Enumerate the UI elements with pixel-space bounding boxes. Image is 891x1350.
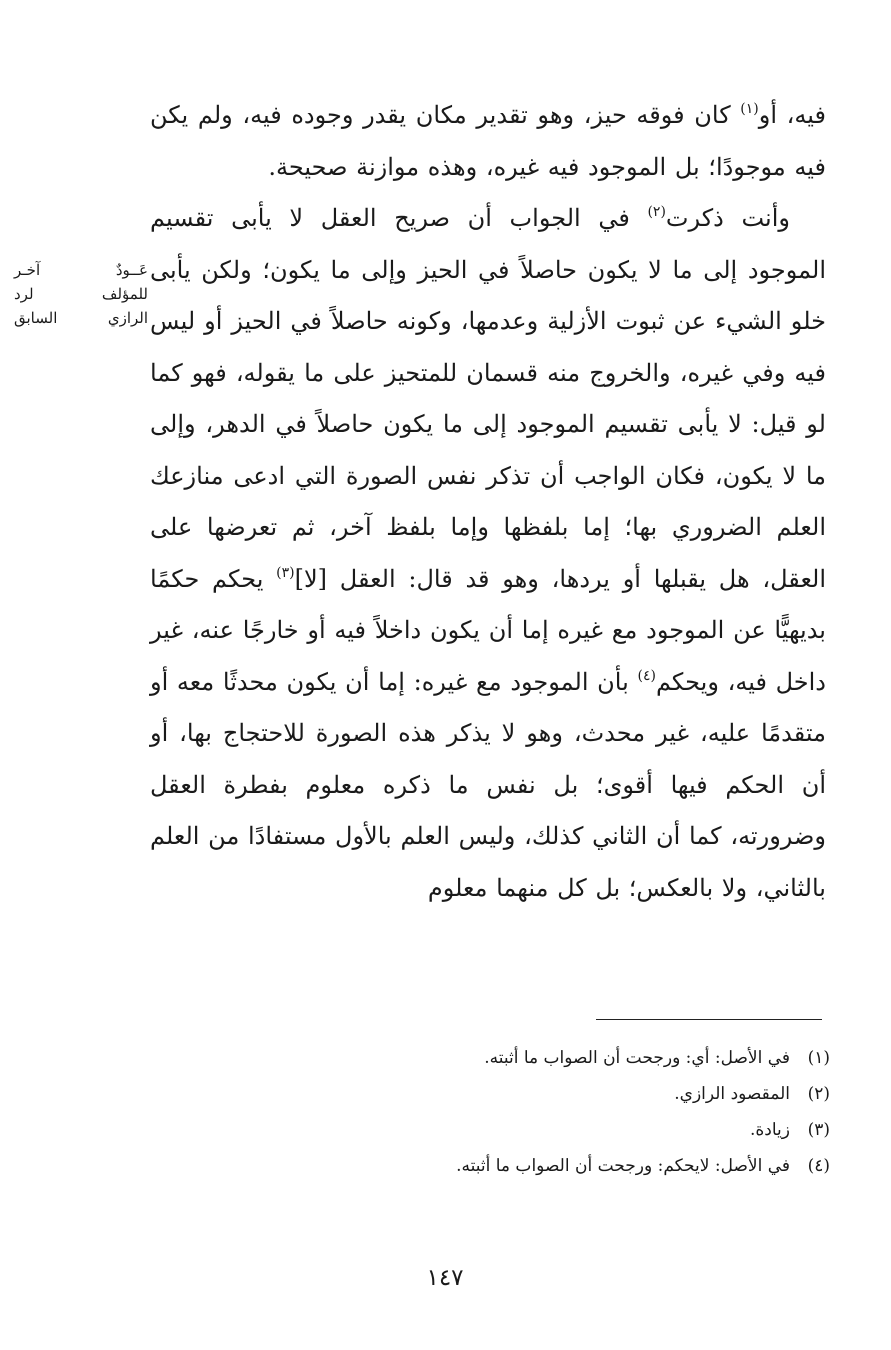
paragraph-2: [150, 193, 826, 914]
paragraph-2-text-d: بأن الموجود مع غيره: إما أن يكون محدثًا معه أو متقدمًا عليه، غير محدث، وهو لا يذكر هذه الصورة للاحتجاج بها، أو أن الحكم فيها أقوى؛ بل نفس ما ذكره معلوم بفطرة العقل وضرورته، كما أن الثاني كذلك، وليس العلم بالأول مستفادًا من العلم بالثاني، ولا بالعكس؛ بل كل منهما معلوم: [150, 667, 827, 902]
footnote-number: (٤): [807, 1156, 830, 1176]
paragraph-2-text-a: وأنت ذكرت: [665, 204, 790, 232]
footnote-3: [300, 1112, 830, 1148]
footnote-ref-4: (٤): [637, 667, 656, 684]
footnote-number: (٣): [807, 1120, 830, 1140]
footnote-ref-3: (٣): [276, 564, 295, 581]
footnote-text: في الأصل: أي: ورجحت أن الصواب ما أثبته.: [484, 1048, 790, 1068]
footnote-4: [300, 1148, 830, 1184]
paragraph-2-text-b: في الجواب أن صريح العقل لا يأبى تقسيم الموجود إلى ما لا يكون حاصلاً في الحيز وإلى ما يكون؛ ولكن يأبى خلو الشيء عن ثبوت الأزلية وعدمها، وكونه حاصلاً في الحيز أو ليس فيه وفي غيره، والخروج منه قسمان للمتحيز على ما يقوله، فهو كما لو قيل: لا يأبى تقسيم الموجود إلى ما يكون حاصلاً في الدهر، وإلى ما لا يكون، فكان الواجب أن تذكر نفس الصورة التي ادعى منازعك العلم الضروري بها؛ إما بلفظها وإما بلفظ آخر، ثم تعرضها على العقل، هل يقبلها أو يردها، وهو قد قال: العقل [لا]: [150, 204, 826, 593]
paragraph-1-text-b: كان فوقه حيز، وهو تقدير مكان يقدر وجوده فيه، ولم يكن فيه موجودًا؛ بل الموجود فيه غيره، وهذه موازنة صحيحة.: [150, 101, 826, 181]
footnote-2: [300, 1076, 830, 1112]
footnote-number: (١): [807, 1048, 830, 1068]
margin-note-line-3: الرازي السابق: [14, 309, 148, 327]
paragraph-2-text-c: يحكم حكمًا بديهيًّا عن الموجود مع غيره إما أن يكون داخلاً فيه أو خارجًا عنه، غير داخل فيه، ويحكم: [150, 564, 826, 696]
footnote-text: المقصود الرازي.: [674, 1084, 790, 1104]
margin-note-line-1: عَــودٌ آخـر: [14, 261, 148, 279]
margin-note-line-2: للمؤلف لرد: [14, 285, 148, 303]
footnote-separator: [596, 1019, 822, 1020]
footnote-text: زيادة.: [749, 1120, 790, 1140]
footnote-number: (٢): [807, 1084, 830, 1104]
paragraph-1: [150, 90, 826, 193]
footnote-text: في الأصل: لايحكم: ورجحت أن الصواب ما أثبته.: [456, 1156, 790, 1176]
page-number: ١٤٧: [426, 1265, 464, 1291]
footnote-1: [300, 1040, 830, 1076]
main-text-body: [150, 90, 826, 914]
footnotes: [300, 1040, 830, 1184]
footnote-ref-1: (١): [740, 101, 759, 117]
paragraph-1-text-a: فيه، أو: [758, 101, 826, 129]
margin-note: [14, 258, 148, 330]
footnote-ref-2: (٢): [647, 204, 666, 220]
